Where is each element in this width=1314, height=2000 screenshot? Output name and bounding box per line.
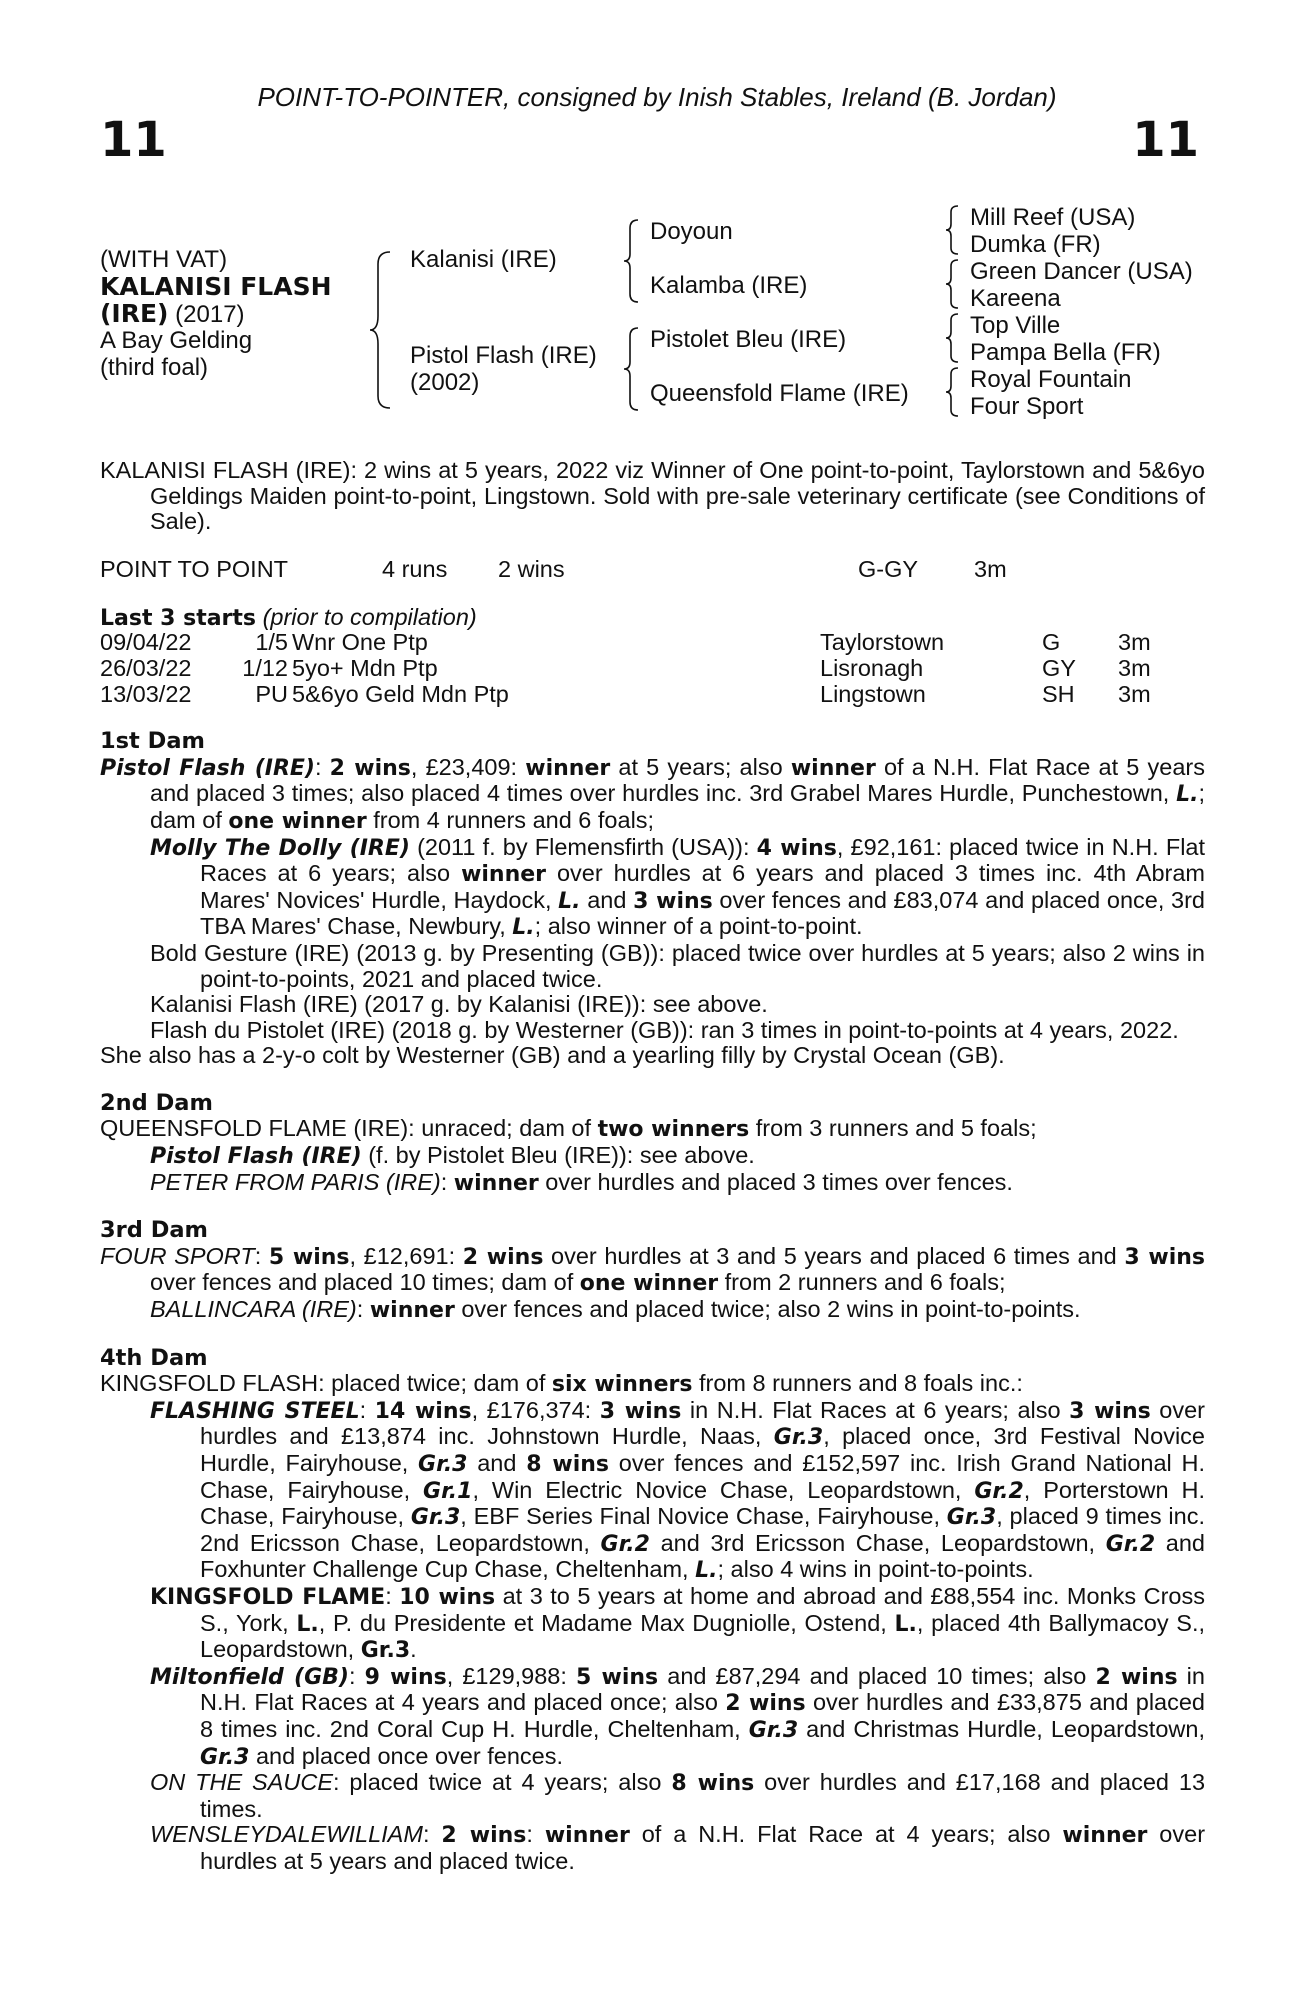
progeny-wensleydalewilliam: WENSLEYDALEWILLIAM: 2 wins: winner of a N.H. Flat Race at 4 years; also winner over hurdles at 5 years and placed twice. [150,1821,1206,1874]
intro-text: KALANISI FLASH (IRE): 2 wins at 5 years, 2022 viz Winner of One point-to-point, Taylorstown and 5&6yo Geldings Maiden point-to-point, Lingstown. Sold with pre-sale veterinary certificate (see Conditions of Sale). [100,457,1205,535]
dam-dam: Queensfold Flame (IRE) [650,380,909,407]
ggd-2: Kareena [970,285,1061,312]
lot-number-left: 11 [100,112,167,168]
table-row: 13/03/22 PU 5&6yo Geld Mdn Ptp Lingstown SH 3m [100,680,1151,707]
first-dam-paragraph: Pistol Flash (IRE): 2 wins, £23,409: winner at 5 years; also winner of a N.H. Flat Race at 5 years and placed 3 times; also placed 4 times over hurdles inc. 3rd Grabel Mares Hurdle, Punchestown, L.; dam of one winner from 4 runners and 6 foals; [100,753,1205,834]
progeny-flashing-steel: FLASHING STEEL: 14 wins, £176,374: 3 wins in N.H. Flat Races at 6 years; also 3 wins over hurdles and £13,874 inc. Johnstown Hurdle, Naas, Gr.3, placed once, 3rd Festival Novice Hurdle, Fairyhouse, Gr.3 and 8 wins over fences and £152,597 inc. Irish Grand National H. Chase, Fairyhouse, Gr.1, Win Electric Novice Chase, Leopardstown, Gr.2, Porterstown H. Chase, Fairyhouse, Gr.3, EBF Series Final Novice Chase, Fairyhouse, Gr.3, placed 9 times inc. 2nd Ericsson Chase, Leopardstown, Gr.2 and 3rd Ericsson Chase, Leopardstown, Gr.2 and Foxhunter Challenge Cup Chase, Cheltenham, L.; also 4 wins in point-to-points. [150,1396,1206,1584]
progeny-bold-gesture: Bold Gesture (IRE) (2013 g. by Presenting (GB)): placed twice over hurdles at 5 years; also 2 wins in point-to-points, 2021 and placed twice. [150,939,1205,992]
dam-line-brace [622,326,640,412]
intro-block [100,458,1205,535]
ggs-3: Top Ville [970,312,1061,339]
section-heading: 2nd Dam [100,1089,213,1116]
brace-g3-4 [944,366,960,418]
fourth-dam-paragraph: KINGSFOLD FLASH: placed twice; dam of six winners from 8 runners and 8 foals inc.: [100,1370,1023,1398]
dam: Pistol Flash (IRE) [410,342,597,369]
last-starts-title: Last 3 starts (prior to compilation) [100,603,477,631]
progeny-pistol-flash: Pistol Flash (IRE) (f. by Pistolet Bleu (IRE)): see above. [150,1142,755,1170]
ggs-4: Royal Fountain [970,366,1132,393]
first-dam-also: She also has a 2-y-o colt by Westerner (GB) and a yearling filly by Crystal Ocean (GB). [100,1042,1005,1069]
section-heading: 4th Dam [100,1344,208,1371]
ggs-1: Mill Reef (USA) [970,204,1136,231]
progeny-peter-from-paris: PETER FROM PARIS (IRE): winner over hurdles and placed 3 times over fences. [150,1168,1013,1196]
second-dam-paragraph: QUEENSFOLD FLAME (IRE): unraced; dam of two winners from 3 runners and 5 foals; [100,1115,1037,1143]
first-dam-section [100,729,1205,1069]
summary-label: POINT TO POINT [100,555,289,582]
vat-note: (WITH VAT) [100,246,228,273]
horse-name-suffix: (IRE) (2017) [100,299,245,328]
dam-year: (2002) [410,369,480,396]
foal-note: (third foal) [100,354,209,381]
summary-wins: 2 wins [498,555,565,582]
race-summary [100,557,1205,583]
horse-description: A Bay Gelding [100,327,253,354]
summary-distance: 3m [974,555,1007,582]
brace-g3-1 [944,204,960,256]
table-row: 26/03/22 1/12 5yo+ Mdn Ptp Lisronagh GY 3m [100,654,1151,681]
ggd-3: Pampa Bella (FR) [970,339,1161,366]
sire-dam: Kalamba (IRE) [650,272,808,299]
sire-line-brace [622,218,640,304]
progeny-ballincara: BALLINCARA (IRE): winner over fences and placed twice; also 2 wins in point-to-points. [150,1296,1081,1324]
third-dam-section [100,1218,1205,1323]
sire-sire: Doyoun [650,218,733,245]
progeny-kalanisi-flash: Kalanisi Flash (IRE) (2017 g. by Kalanisi (IRE)): see above. [150,991,768,1018]
section-heading: 3rd Dam [100,1217,208,1244]
progeny-flash-du-pistolet: Flash du Pistolet (IRE) (2018 g. by Westerner (GB)): ran 3 times in point-to-points at 4 years, 2022. [150,1016,1179,1043]
second-dam-section [100,1091,1205,1196]
section-heading: 1st Dam [100,728,205,755]
fourth-dam-section [100,1346,1205,1875]
ggd-1: Dumka (FR) [970,231,1101,258]
table-row: 09/04/22 1/5 Wnr One Ptp Taylorstown G 3m [100,629,1151,656]
sire: Kalanisi (IRE) [410,246,557,273]
content [100,458,1205,1875]
page-header: POINT-TO-POINTER, consigned by Inish Stables, Ireland (B. Jordan) [257,82,1057,112]
third-dam-paragraph: FOUR SPORT: 5 wins, £12,691: 2 wins over hurdles at 3 and 5 years and placed 6 times and 3 wins over fences and placed 10 times; dam of one winner from 2 runners and 6 foals; [100,1242,1206,1297]
summary-runs: 4 runs [382,555,448,582]
brace-g3-3 [944,312,960,364]
progeny-miltonfield: Miltonfield (GB): 9 wins, £129,988: 5 wins and £87,294 and placed 10 times; also 2 wins in N.H. Flat Races at 4 years and placed once; also 2 wins over hurdles and £33,875 and placed 8 times inc. 2nd Coral Cup H. Hurdle, Cheltenham, Gr.3 and Christmas Hurdle, Leopardstown, Gr.3 and placed once over fences. [150,1662,1206,1770]
lot-number-right: 11 [1132,112,1199,168]
summary-going: G-GY [858,555,919,582]
ggs-2: Green Dancer (USA) [970,258,1193,285]
brace-g3-2 [944,258,960,310]
last-starts [100,605,1205,707]
progeny-molly: Molly The Dolly (IRE) (2011 f. by Flemensfirth (USA)): 4 wins, £92,161: placed twice in N.H. Flat Races at 6 years; also winner over hurdles at 6 years and placed 3 times inc. 4th Abram Mares' Novices' Hurdle, Haydock, L. and 3 wins over fences and £83,074 and placed once, 3rd TBA Mares' Chase, Newbury, L.; also winner of a point-to-point. [150,833,1206,941]
progeny-on-the-sauce: ON THE SAUCE: placed twice at 4 years; also 8 wins over hurdles and £17,168 and placed 13 times. [150,1769,1206,1822]
progeny-kingsfold-flame: KINGSFOLD FLAME: 10 wins at 3 to 5 years at home and abroad and £88,554 inc. Monks Cross S., York, L., P. du Presidente et Madame Max Dugniolle, Ostend, L., placed 4th Ballymacoy S., Leopardstown, Gr.3. [150,1582,1206,1664]
dam-sire: Pistolet Bleu (IRE) [650,326,847,353]
ggd-4: Four Sport [970,393,1084,420]
sire-dam-brace [368,250,392,410]
horse-name: KALANISI FLASH [100,272,332,301]
